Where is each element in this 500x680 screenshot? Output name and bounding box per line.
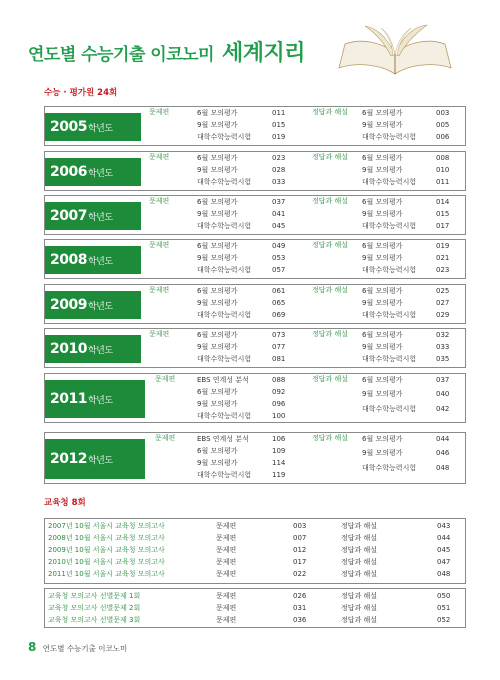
year-block-2006 — [44, 151, 466, 191]
year-suffix: 학년도 — [87, 213, 113, 223]
year-tab — [45, 380, 145, 418]
answer-row-page: 027 — [436, 299, 450, 307]
answer-row-page: 025 — [436, 287, 450, 295]
answer-row-page: 037 — [436, 376, 450, 384]
edu-row-answers-label: 정답과 해설 — [341, 534, 378, 542]
problem-row-name: 대학수학능력시험 — [197, 355, 252, 363]
answer-row-name: 6월 모의평가 — [362, 109, 403, 117]
problem-row-page: 088 — [272, 376, 286, 384]
answer-row-name: 6월 모의평가 — [362, 154, 403, 162]
edu-row-problems-page: 007 — [293, 534, 307, 542]
year-tab — [45, 158, 141, 186]
answers-label: 정답과 해설 — [312, 153, 349, 161]
edu-row-title: 교육청 모의고사 선별문제 2회 — [48, 604, 141, 612]
footer-text: 연도별 수능기출 이코노미 — [42, 644, 128, 653]
year-number: 2005 — [50, 119, 87, 135]
edu-row-answers-page: 048 — [437, 570, 451, 578]
problem-row-page: 109 — [272, 447, 286, 455]
problem-row-page: 073 — [272, 331, 286, 339]
answer-row-page: 044 — [436, 435, 450, 443]
answer-row-page: 032 — [436, 331, 450, 339]
answer-row-page: 046 — [436, 449, 450, 457]
edu-row-problems-label: 문제편 — [216, 534, 237, 542]
answers-label: 정답과 해설 — [312, 197, 349, 205]
edu-row-answers-label: 정답과 해설 — [341, 592, 378, 600]
problem-row-name: EBS 연계성 분석 — [197, 435, 249, 443]
problem-row-name: 대학수학능력시험 — [197, 412, 252, 420]
problem-row-page: 081 — [272, 355, 286, 363]
year-tab — [45, 439, 145, 479]
edu-row-problems-label: 문제편 — [216, 592, 237, 600]
problem-row-page: 096 — [272, 400, 286, 408]
year-number: 2007 — [50, 208, 87, 224]
problem-row-name: 대학수학능력시험 — [197, 133, 252, 141]
problems-label: 문제편 — [155, 375, 176, 383]
problem-row-name: 9월 모의평가 — [197, 299, 238, 307]
problem-row-name: 6월 모의평가 — [197, 242, 238, 250]
edu-row-answers-label: 정답과 해설 — [341, 604, 378, 612]
year-tab — [45, 202, 141, 230]
edu-row-answers-page: 047 — [437, 558, 451, 566]
year-label — [50, 252, 113, 268]
answer-row-name: 6월 모의평가 — [362, 287, 403, 295]
answer-row-page: 003 — [436, 109, 450, 117]
edu-row-answers-label: 정답과 해설 — [341, 558, 378, 566]
edu-group-2 — [44, 588, 466, 628]
problem-row-name: 6월 모의평가 — [197, 154, 238, 162]
year-label — [50, 164, 113, 180]
answer-row-page: 021 — [436, 254, 450, 262]
edu-row-problems-page: 012 — [293, 546, 307, 554]
answer-row-name: 9월 모의평가 — [362, 299, 403, 307]
answer-row-page: 042 — [436, 405, 450, 413]
answer-row-name: 대학수학능력시험 — [362, 178, 417, 186]
problem-row-page: 049 — [272, 242, 286, 250]
problems-label: 문제편 — [149, 330, 170, 338]
problem-row-page: 061 — [272, 287, 286, 295]
problem-row-name: 대학수학능력시험 — [197, 222, 252, 230]
problem-row-page: 045 — [272, 222, 286, 230]
answer-row-page: 008 — [436, 154, 450, 162]
year-block-2007 — [44, 195, 466, 235]
section-label-edu: 교육청 8회 — [44, 498, 86, 508]
problems-label: 문제편 — [149, 197, 170, 205]
answers-label: 정답과 해설 — [312, 330, 349, 338]
year-label — [50, 341, 113, 357]
answer-row-page: 010 — [436, 166, 450, 174]
edu-row-title: 2008년 10월 서울시 교육청 모의고사 — [48, 534, 165, 542]
answer-row-name: 대학수학능력시험 — [362, 133, 417, 141]
answer-row-name: 6월 모의평가 — [362, 242, 403, 250]
answer-row-page: 040 — [436, 390, 450, 398]
problem-row-name: 9월 모의평가 — [197, 343, 238, 351]
problem-row-page: 057 — [272, 266, 286, 274]
problem-row-name: 6월 모의평가 — [197, 388, 238, 396]
edu-row-problems-page: 003 — [293, 522, 307, 530]
answer-row-name: 9월 모의평가 — [362, 210, 403, 218]
edu-row-title: 교육청 모의고사 선별문제 1회 — [48, 592, 141, 600]
year-label — [50, 119, 113, 135]
problem-row-page: 106 — [272, 435, 286, 443]
year-block-2008 — [44, 239, 466, 279]
year-number: 2011 — [50, 391, 87, 407]
answer-row-page: 048 — [436, 464, 450, 472]
edu-row-problems-label: 문제편 — [216, 522, 237, 530]
year-suffix: 학년도 — [87, 302, 113, 312]
answer-row-name: 6월 모의평가 — [362, 331, 403, 339]
open-book-icon — [335, 24, 455, 80]
answers-label: 정답과 해설 — [312, 286, 349, 294]
problem-row-page: 011 — [272, 109, 286, 117]
problem-row-page: 069 — [272, 311, 286, 319]
year-tab — [45, 246, 141, 274]
year-block-2011 — [44, 373, 466, 423]
year-suffix: 학년도 — [87, 456, 113, 466]
problem-row-page: 053 — [272, 254, 286, 262]
answer-row-page: 011 — [436, 178, 450, 186]
answer-row-page: 015 — [436, 210, 450, 218]
header-subtitle: 연도별 수능기출 이코노미 — [28, 45, 214, 65]
problem-row-page: 028 — [272, 166, 286, 174]
page-header — [28, 36, 305, 76]
edu-row-answers-page: 045 — [437, 546, 451, 554]
year-label — [50, 297, 113, 313]
year-label — [50, 208, 113, 224]
edu-row-answers-label: 정답과 해설 — [341, 570, 378, 578]
answer-row-name: 대학수학능력시험 — [362, 222, 417, 230]
answer-row-page: 017 — [436, 222, 450, 230]
problem-row-page: 100 — [272, 412, 286, 420]
problem-row-page: 077 — [272, 343, 286, 351]
header-title: 세계지리 — [221, 41, 305, 66]
problem-row-page: 092 — [272, 388, 286, 396]
edu-row-title: 2010년 10월 서울시 교육청 모의고사 — [48, 558, 165, 566]
edu-row-problems-page: 031 — [293, 604, 307, 612]
year-tab — [45, 335, 141, 363]
problem-row-page: 065 — [272, 299, 286, 307]
edu-row-answers-page: 044 — [437, 534, 451, 542]
problem-row-page: 015 — [272, 121, 286, 129]
answers-label: 정답과 해설 — [312, 375, 349, 383]
edu-row-problems-page: 036 — [293, 616, 307, 624]
year-suffix: 학년도 — [87, 124, 113, 134]
answer-row-name: 대학수학능력시험 — [362, 311, 417, 319]
answer-row-name: 대학수학능력시험 — [362, 355, 417, 363]
edu-row-title: 2009년 10월 서울시 교육청 모의고사 — [48, 546, 165, 554]
problem-row-page: 033 — [272, 178, 286, 186]
problem-row-page: 114 — [272, 459, 286, 467]
answer-row-name: 9월 모의평가 — [362, 343, 403, 351]
year-suffix: 학년도 — [87, 257, 113, 267]
problems-label: 문제편 — [149, 108, 170, 116]
section-label-suneung: 수능 · 평가원 24회 — [44, 88, 118, 98]
problem-row-name: 대학수학능력시험 — [197, 178, 252, 186]
edu-row-problems-label: 문제편 — [216, 558, 237, 566]
year-block-2005 — [44, 106, 466, 146]
answer-row-page: 019 — [436, 242, 450, 250]
problem-row-name: EBS 연계성 분석 — [197, 376, 249, 384]
answer-row-name: 대학수학능력시험 — [362, 266, 417, 274]
year-label — [50, 451, 113, 467]
year-suffix: 학년도 — [87, 346, 113, 356]
year-number: 2010 — [50, 341, 87, 357]
problem-row-page: 019 — [272, 133, 286, 141]
answer-row-page: 029 — [436, 311, 450, 319]
problem-row-name: 6월 모의평가 — [197, 198, 238, 206]
page-footer — [28, 640, 127, 654]
problem-row-name: 9월 모의평가 — [197, 459, 238, 467]
edu-row-problems-label: 문제편 — [216, 604, 237, 612]
problem-row-page: 041 — [272, 210, 286, 218]
problem-row-name: 9월 모의평가 — [197, 121, 238, 129]
edu-row-problems-label: 문제편 — [216, 546, 237, 554]
edu-row-title: 2011년 10월 서울시 교육청 모의고사 — [48, 570, 165, 578]
problem-row-name: 6월 모의평가 — [197, 287, 238, 295]
problem-row-page: 119 — [272, 471, 286, 479]
answer-row-page: 006 — [436, 133, 450, 141]
year-suffix: 학년도 — [87, 169, 113, 179]
problem-row-page: 023 — [272, 154, 286, 162]
problems-label: 문제편 — [149, 153, 170, 161]
answer-row-name: 6월 모의평가 — [362, 376, 403, 384]
answer-row-name: 9월 모의평가 — [362, 449, 403, 457]
problems-label: 문제편 — [149, 286, 170, 294]
answer-row-page: 023 — [436, 266, 450, 274]
edu-row-answers-page: 051 — [437, 604, 451, 612]
answer-row-name: 6월 모의평가 — [362, 435, 403, 443]
edu-row-answers-page: 050 — [437, 592, 451, 600]
year-suffix: 학년도 — [87, 396, 113, 406]
problem-row-name: 9월 모의평가 — [197, 210, 238, 218]
answer-row-name: 대학수학능력시험 — [362, 405, 417, 413]
answer-row-name: 9월 모의평가 — [362, 121, 403, 129]
problem-row-name: 대학수학능력시험 — [197, 266, 252, 274]
problem-row-name: 9월 모의평가 — [197, 400, 238, 408]
problems-label: 문제편 — [155, 434, 176, 442]
edu-row-problems-page: 022 — [293, 570, 307, 578]
answer-row-page: 005 — [436, 121, 450, 129]
answer-row-page: 033 — [436, 343, 450, 351]
answer-row-name: 9월 모의평가 — [362, 254, 403, 262]
edu-row-answers-label: 정답과 해설 — [341, 546, 378, 554]
problem-row-name: 6월 모의평가 — [197, 447, 238, 455]
answers-label: 정답과 해설 — [312, 434, 349, 442]
answer-row-name: 9월 모의평가 — [362, 390, 403, 398]
edu-row-title: 2007년 10월 서울시 교육청 모의고사 — [48, 522, 165, 530]
edu-row-problems-page: 017 — [293, 558, 307, 566]
year-number: 2008 — [50, 252, 87, 268]
problem-row-name: 대학수학능력시험 — [197, 471, 252, 479]
year-block-2010 — [44, 328, 466, 368]
edu-row-problems-label: 문제편 — [216, 616, 237, 624]
edu-row-answers-label: 정답과 해설 — [341, 522, 378, 530]
answer-row-name: 6월 모의평가 — [362, 198, 403, 206]
problem-row-name: 9월 모의평가 — [197, 166, 238, 174]
problem-row-name: 6월 모의평가 — [197, 331, 238, 339]
year-tab — [45, 291, 141, 319]
problem-row-name: 6월 모의평가 — [197, 109, 238, 117]
answer-row-page: 035 — [436, 355, 450, 363]
edu-row-answers-page: 043 — [437, 522, 451, 530]
answers-label: 정답과 해설 — [312, 241, 349, 249]
edu-row-answers-page: 052 — [437, 616, 451, 624]
problem-row-name: 9월 모의평가 — [197, 254, 238, 262]
year-block-2009 — [44, 284, 466, 324]
answers-label: 정답과 해설 — [312, 108, 349, 116]
page-number: 8 — [28, 640, 37, 654]
year-tab — [45, 113, 141, 141]
year-block-2012 — [44, 432, 466, 484]
answer-row-name: 9월 모의평가 — [362, 166, 403, 174]
problem-row-page: 037 — [272, 198, 286, 206]
edu-row-answers-label: 정답과 해설 — [341, 616, 378, 624]
year-number: 2009 — [50, 297, 87, 313]
problems-label: 문제편 — [149, 241, 170, 249]
edu-row-title: 교육청 모의고사 선별문제 3회 — [48, 616, 141, 624]
edu-row-problems-label: 문제편 — [216, 570, 237, 578]
year-label — [50, 391, 113, 407]
answer-row-name: 대학수학능력시험 — [362, 464, 417, 472]
edu-row-problems-page: 026 — [293, 592, 307, 600]
answer-row-page: 014 — [436, 198, 450, 206]
year-number: 2012 — [50, 451, 87, 467]
problem-row-name: 대학수학능력시험 — [197, 311, 252, 319]
year-number: 2006 — [50, 164, 87, 180]
edu-group-1 — [44, 518, 466, 584]
